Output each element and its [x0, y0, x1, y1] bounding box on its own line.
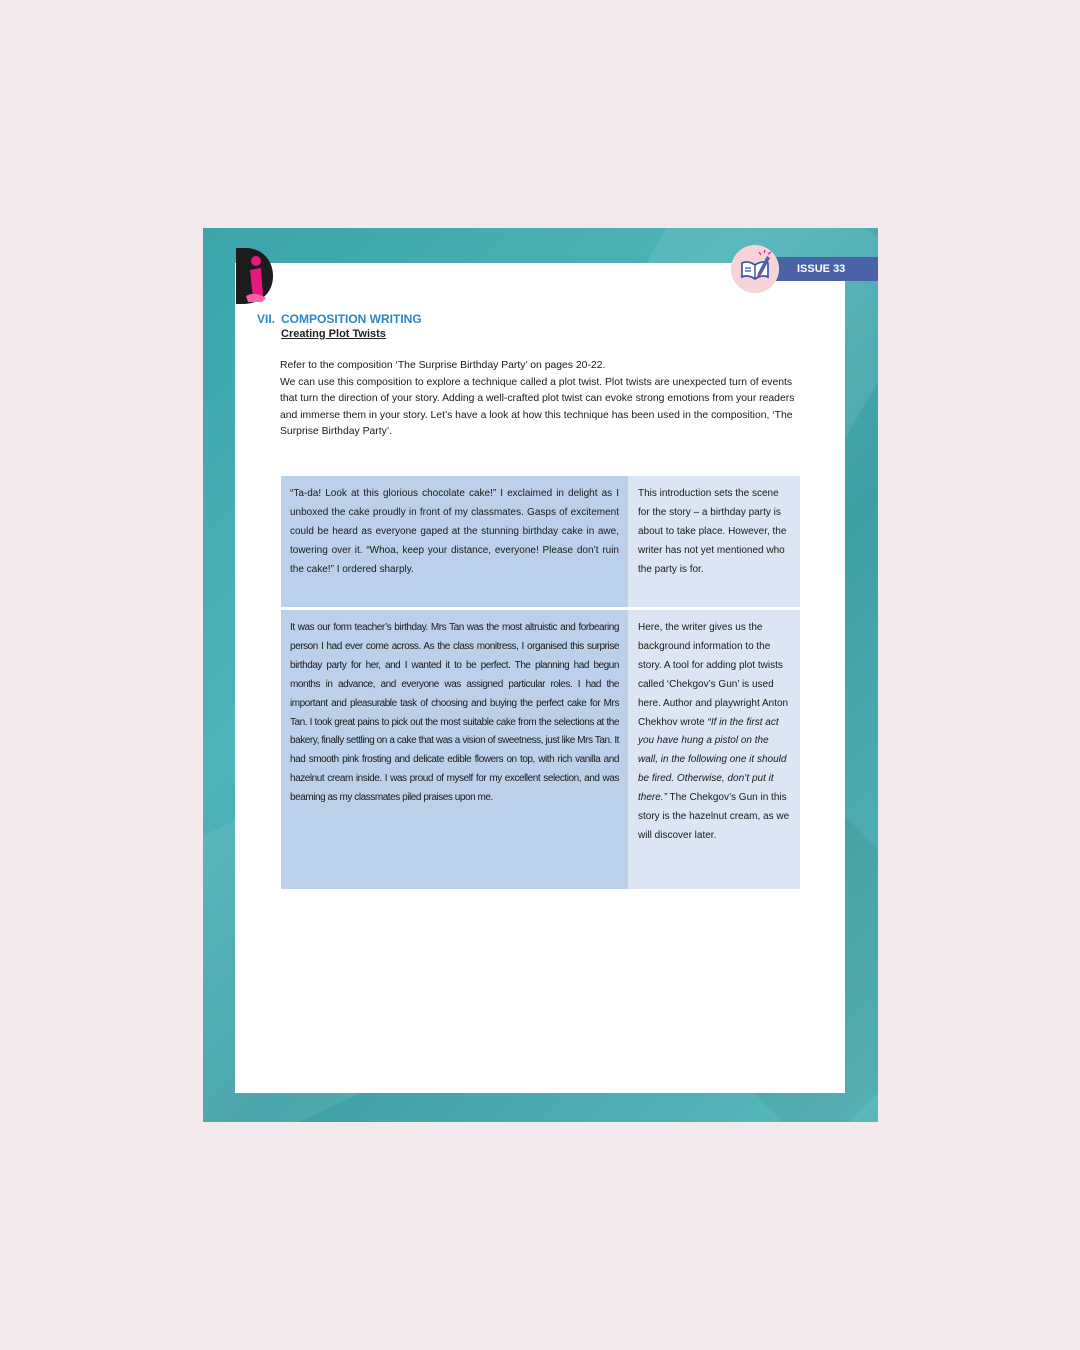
section-subtitle: Creating Plot Twists — [281, 328, 386, 340]
magazine-logo-icon — [234, 246, 274, 306]
section-title: COMPOSITION WRITING — [281, 312, 422, 326]
commentary-cell — [628, 610, 800, 889]
commentary-cell: This introduction sets the scene for the story – a birthday party is about to take place. However, the writer has not yet mentioned who the party is for. — [628, 476, 800, 607]
issue-badge: ISSUE 33 — [776, 257, 878, 281]
table-row — [281, 476, 800, 607]
chekhov-quote: “If in the first act you have hung a pistol on the wall, in the following one it should be fired. Otherwise, don’t put it there.” — [638, 716, 787, 804]
intro-paragraph — [280, 358, 800, 441]
writing-book-icon — [731, 245, 779, 293]
commentary-text: The Chekgov’s Gun in this story is the hazelnut cream, as we will discover later. — [638, 792, 790, 841]
section-number: VII. — [257, 312, 276, 326]
analysis-table — [281, 476, 800, 889]
table-row — [281, 610, 800, 889]
intro-line: Refer to the composition ‘The Surprise Birthday Party’ on pages 20-22. — [280, 360, 606, 371]
section-heading — [257, 312, 422, 326]
commentary-text: Here, the writer gives us the background information to the story. A tool for adding plot twists called ‘Chekgov’s Gun’ is used here. Author and playwright Anton Chekhov wrote — [638, 622, 789, 728]
intro-body: We can use this composition to explore a technique called a plot twist. Plot twists are unexpected turn of events that turn the direction of your story. Adding a well-crafted plot twist can evoke strong emotions from your readers and immerse them in your story. Let’s have a look at how this technique has been used in the composition, ‘The Surprise Birthday Party’. — [280, 376, 795, 437]
excerpt-cell: “Ta-da! Look at this glorious chocolate cake!” I exclaimed in delight as I unboxed the cake proudly in front of my classmates. Gasps of excitement could be heard as everyone gaped at the stunning birthday cake in awe, towering over it. “Whoa, keep your distance, everyone! Please don’t ruin the cake!” I ordered sharply. — [281, 476, 628, 607]
excerpt-cell: It was our form teacher’s birthday. Mrs Tan was the most altruistic and forbearing person I had ever come across. As the class monitress, I organised this surprise birthday party for her, and I wanted it to be perfect. The planning had begun months in advance, and everyone was assigned particular roles. I had the important and pleasurable task of choosing and buying the perfect cake for Mrs Tan. I took great pains to pick out the most suitable cake from the selections at the bakery, finally settling on a cake that was a vision of sweetness, just like Mrs Tan. It had smooth pink frosting and delicate edible flowers on top, with rich vanilla and hazelnut cream inside. I was proud of myself for my excellent selection, and was beaming as my classmates piled praises upon me. — [281, 610, 628, 889]
